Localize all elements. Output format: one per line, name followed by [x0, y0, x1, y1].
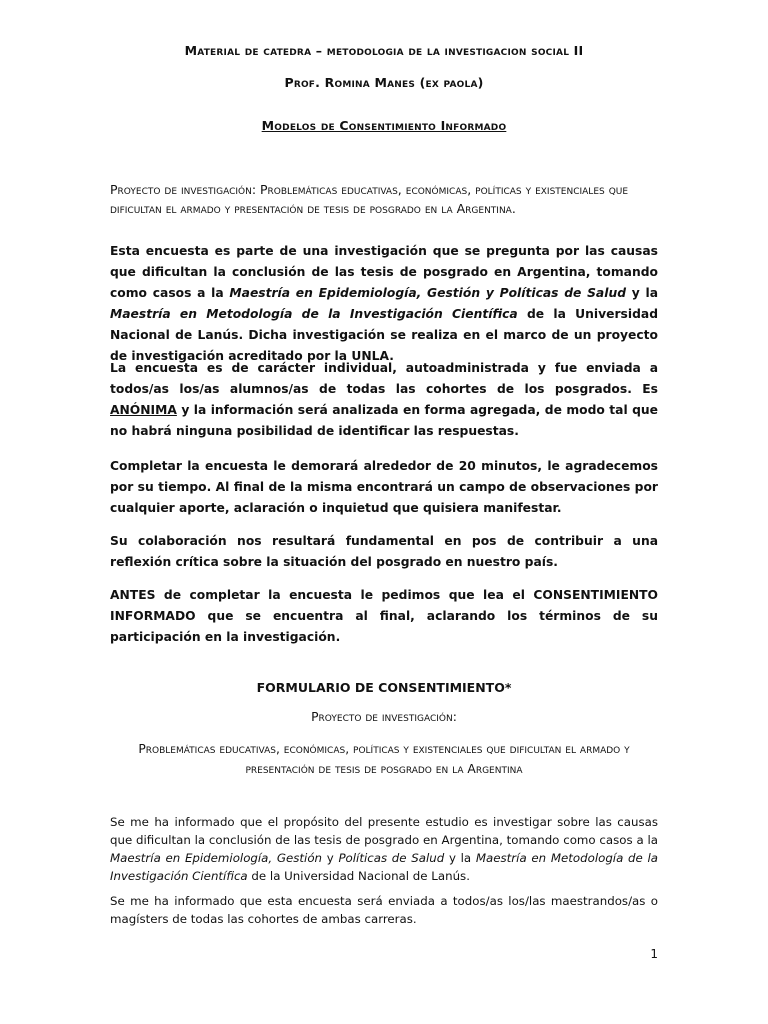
- body1-program-1b: Políticas de Salud: [338, 851, 445, 865]
- form-title: FORMULARIO DE CONSENTIMIENTO*: [256, 680, 512, 695]
- para2-text-1: La encuesta es de carácter individual, autoadministrada y fue enviada a todos/as los/as alumnos/as de todas las cohortes de los posgrados. Es: [110, 361, 658, 396]
- course-header: Material de catedra – metodologia de la investigacion social II: [184, 43, 584, 58]
- form-project-name: Problemáticas educativas, económicas, políticas y existenciales que dificultan el armado y presentación de tesis de posgrado en la Argentina: [138, 742, 630, 776]
- body1-program-2: Maestría en Metodología de la Investigación Científica: [110, 851, 658, 883]
- para2-text-2: y la información será analizada en forma agregada, de modo tal que no habrá ninguna posibilidad de identificar las respuestas.: [110, 403, 658, 438]
- paragraph-survey-character: [110, 358, 658, 442]
- paragraph-consent-notice: ANTES de completar la encuesta le pedimos que lea el CONSENTIMIENTO INFORMADO que se encuentra al final, aclarando los términos de su participación en la investigación.: [110, 588, 658, 644]
- body1-text-1: Se me ha informado que el propósito del presente estudio es investigar sobre las causas que dificultan la conclusión de las tesis de posgrado en Argentina, tomando como casos a la: [110, 815, 658, 847]
- document-title: Modelos de Consentimiento Informado: [261, 118, 507, 133]
- form-subtitle: Proyecto de investigación:: [311, 710, 457, 724]
- project-intro: Proyecto de investigación: Problemáticas educativas, económicas, políticas y existenciales que dificultan el armado y presentación de tesis de posgrado en la Argentina.: [110, 182, 629, 216]
- para1-text-2: y la: [626, 286, 659, 300]
- para1-text-3: de la Universidad Nacional de Lanús. Dicha investigación se realiza en el marco de un proyecto de investigación acreditado por la UNLA.: [110, 307, 658, 363]
- para1-program-1: Maestría en Epidemiología, Gestión y Políticas de Salud: [229, 286, 627, 300]
- body1-program-1a: Maestría en Epidemiología, Gestión: [110, 851, 323, 865]
- consent-statement-distribution: Se me ha informado que esta encuesta será enviada a todos/as los/las maestrandos/as o magísters de todas las cohortes de ambas carreras.: [110, 894, 658, 926]
- para1-program-2: Maestría en Metodología de la Investigación Científica: [110, 307, 518, 321]
- page-number: 1: [650, 947, 658, 961]
- body1-text-4: de la Universidad Nacional de Lanús.: [247, 869, 470, 883]
- anonymous-emphasis: ANÓNIMA: [110, 403, 177, 417]
- consent-statement-purpose: [110, 813, 658, 885]
- body1-text-2: y: [322, 851, 339, 865]
- professor-line: Prof. Romina Manes (ex paola): [284, 75, 484, 90]
- paragraph-survey-duration: Completar la encuesta le demorará alrededor de 20 minutos, le agradecemos por su tiempo. Al final de la misma encontrará un campo de observaciones por cualquier aporte, aclaración o inquietud que quisiera manifestar.: [110, 459, 658, 515]
- body1-text-3: y la: [444, 851, 476, 865]
- paragraph-survey-purpose: [110, 241, 658, 367]
- para1-text-1: Esta encuesta es parte de una investigación que se pregunta por las causas que dificultan la conclusión de las tesis de posgrado en Argentina, tomando como casos a la: [110, 244, 658, 300]
- paragraph-collaboration: Su colaboración nos resultará fundamental en pos de contribuir a una reflexión crítica sobre la situación del posgrado en nuestro país.: [110, 534, 658, 569]
